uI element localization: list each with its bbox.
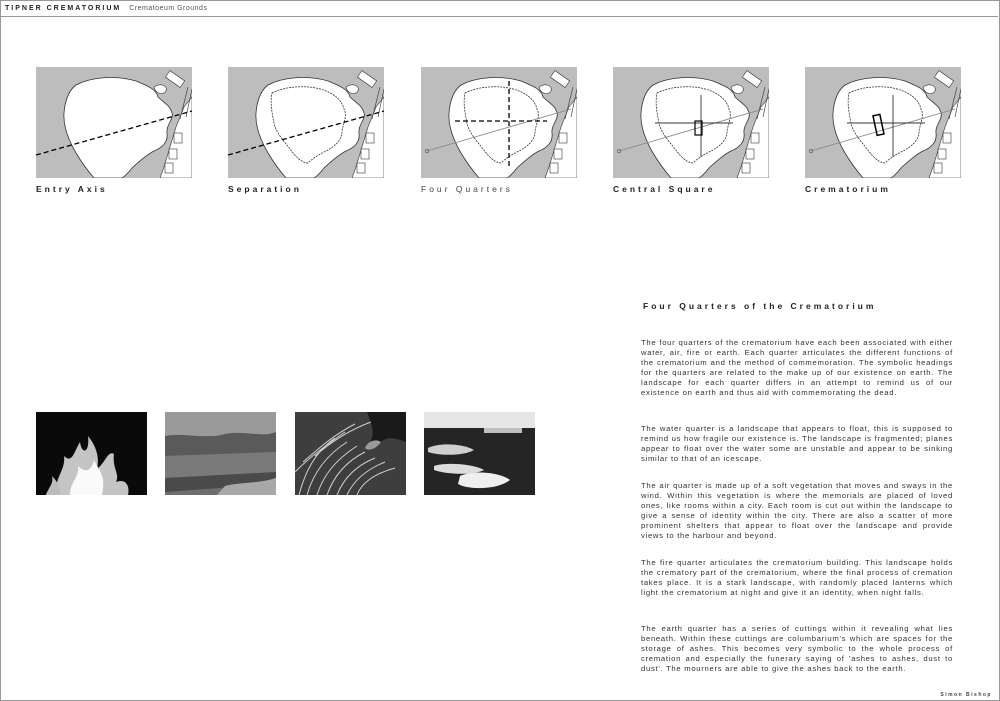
diagram-central-square [613, 67, 769, 178]
entry-axis-map [36, 67, 192, 178]
four-quarters-map [421, 67, 577, 178]
earth-photo [165, 412, 276, 495]
water-photo [424, 412, 535, 495]
central-square-map [613, 67, 769, 178]
paragraph-fire: The fire quarter articulates the crematorium building. This landscape holds the crematory part of the crematorium, where the final process of cremation takes place. It is a stark landscape, with randomly placed lanterns which light the crematorium at night and give it an identity, when night falls. [641, 558, 953, 597]
header-subtitle: Crematoeum Grounds [129, 5, 208, 12]
diagram-four-quarters [421, 67, 577, 178]
paragraph-intro: The four quarters of the crematorium have each been associated with either water, air, fire or earth. Each quarter articulates the different functions of the crematorium and the method of commemoration. The symbolic headings for the quarters are related to the make up of our existence on earth. The landscape for each quarter differs in an attempt to remind us of our existence on earth and thus aid with commemorating the dead. [641, 338, 953, 397]
diagram-entry-axis [36, 67, 192, 178]
caption-four-quarters: Four Quarters [421, 184, 513, 194]
caption-central-square: Central Square [613, 184, 716, 194]
caption-crematorium: Crematorium [805, 184, 891, 194]
page-header [5, 5, 207, 12]
header-title: TIPNER CREMATORIUM [5, 5, 122, 12]
section-title: Four Quarters of the Crematorium [643, 301, 877, 311]
caption-entry-axis: Entry Axis [36, 184, 108, 194]
air-photo [295, 412, 406, 495]
diagram-crematorium [805, 67, 961, 178]
author-credit: Simon Bishop [940, 692, 992, 698]
header-rule [1, 16, 998, 17]
paragraph-earth: The earth quarter has a series of cuttings within it revealing what lies beneath. Within these cuttings are columbarium's which are spaces for the storage of ashes. This becomes very symbolic to the whole process of cremation and especially the funerary saying of 'ashes to ashes, dust to dust'. The mourners are able to give the ashes back to the earth. [641, 624, 953, 673]
caption-separation: Separation [228, 184, 302, 194]
paragraph-water: The water quarter is a landscape that appears to float, this is supposed to remind us how fragile our existence is. The landscape is fragmented; planes appear to float over the water some are unstable and appear to be sinking similar to that of an icescape. [641, 424, 953, 463]
paragraph-air: The air quarter is made up of a soft vegetation that moves and sways in the wind. Within this vegetation is where the memorials are placed of loved ones, like rooms within a city. Each room is cut out within the landscape to give a sense of identity within the city. There are also a scatter of more prominent shelters that appear to float over the landscape and provide views to the harbour and beyond. [641, 481, 953, 540]
separation-map [228, 67, 384, 178]
fire-photo [36, 412, 147, 495]
crematorium-map [805, 67, 961, 178]
diagram-separation [228, 67, 384, 178]
